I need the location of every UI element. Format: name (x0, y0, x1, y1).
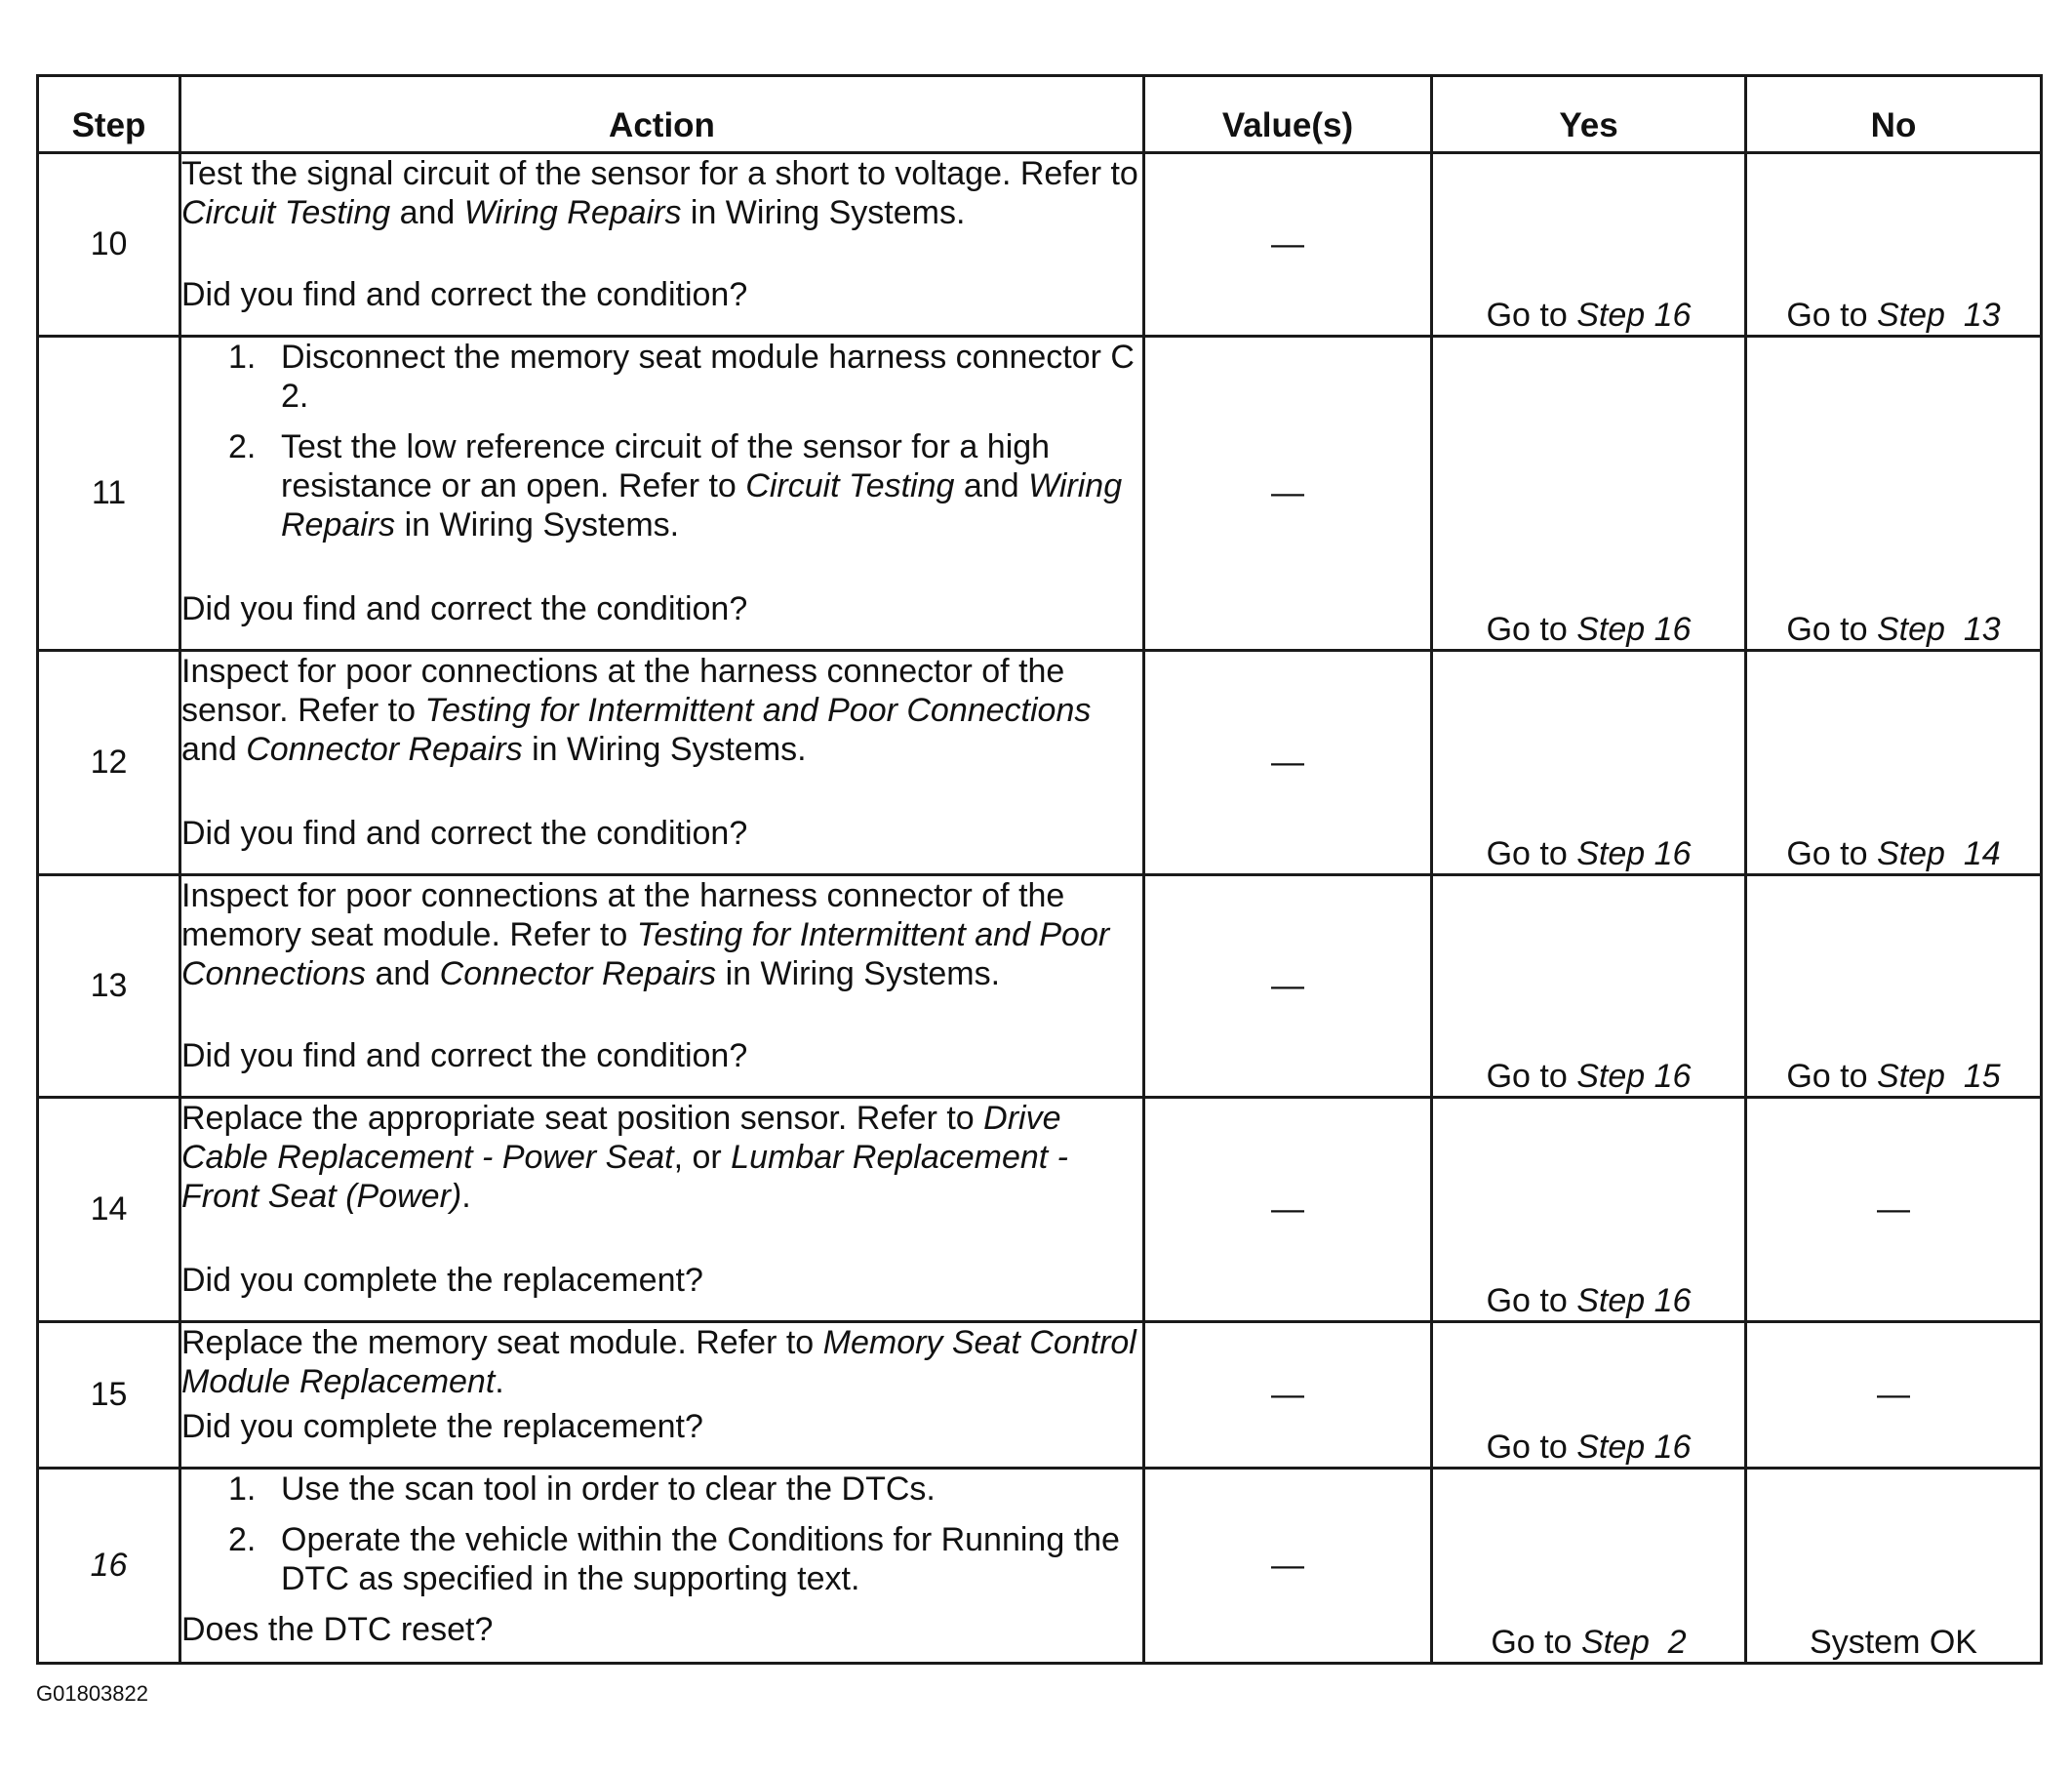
header-action: Action (180, 76, 1144, 153)
goto-prefix: Go to (1486, 297, 1568, 334)
goto-prefix: Go to (1486, 1429, 1568, 1466)
goto-prefix: Go to (1786, 611, 1868, 648)
no-cell (1746, 875, 2042, 1098)
goto-step: Step 16 (1576, 1429, 1692, 1466)
goto-prefix: Go to (1786, 1058, 1868, 1095)
table-row (38, 337, 2042, 651)
action-text: Test the signal circuit of the sensor for a short to voltage. Refer to Circuit Testing and Wiring Repairs in Wiring Systems. (181, 155, 1138, 231)
header-yes: Yes (1432, 76, 1746, 153)
yes-goto (1487, 611, 1692, 648)
action-cell (180, 153, 1144, 337)
action-question: Did you find and correct the condition? (181, 1037, 748, 1074)
step-number: 14 (38, 1098, 180, 1322)
no-cell (1746, 651, 2042, 875)
goto-prefix: Go to (1786, 835, 1868, 872)
goto-step: Step 16 (1576, 1058, 1692, 1095)
yes-cell (1432, 1098, 1746, 1322)
action-question: Did you find and correct the condition? (181, 815, 748, 852)
yes-goto (1487, 1282, 1692, 1319)
table-row (38, 875, 2042, 1098)
yes-goto (1491, 1624, 1686, 1661)
action-steps-list (181, 338, 1142, 544)
action-text: Replace the appropriate seat position sensor. Refer to Drive Cable Replacement - Power Seat, or Lumbar Replacement - Front Seat (Power). (181, 1100, 1068, 1215)
goto-step: Step 13 (1876, 297, 2001, 334)
table-row (38, 1322, 2042, 1469)
goto-step: Step 16 (1576, 297, 1692, 334)
diagnostic-table (36, 74, 2043, 1665)
goto-step: Step 2 (1580, 1624, 1687, 1661)
no-cell (1746, 1098, 2042, 1322)
no-text: — (1877, 1376, 1910, 1413)
value-cell: — (1144, 1098, 1432, 1322)
goto-prefix: Go to (1486, 1282, 1568, 1319)
action-step-item (181, 338, 1142, 416)
goto-step: Step 14 (1876, 835, 2001, 872)
action-cell (180, 337, 1144, 651)
table-row (38, 1098, 2042, 1322)
yes-cell (1432, 875, 1746, 1098)
no-text: — (1877, 1190, 1910, 1228)
action-cell (180, 1322, 1144, 1469)
action-question: Does the DTC reset? (181, 1611, 494, 1648)
action-text: Inspect for poor connections at the harness connector of the memory seat module. Refer to Testing for Intermittent and Poor Connections and Connector Repairs in Wiring Systems. (181, 877, 1110, 992)
value-cell: — (1144, 875, 1432, 1098)
yes-cell (1432, 153, 1746, 337)
no-cell (1746, 1469, 2042, 1664)
value-cell: — (1144, 651, 1432, 875)
action-question: Did you complete the replacement? (181, 1408, 703, 1445)
action-steps-list (181, 1470, 1142, 1598)
header-row (38, 76, 2042, 153)
goto-prefix: Go to (1486, 835, 1568, 872)
table-row (38, 651, 2042, 875)
goto-prefix: Go to (1486, 611, 1568, 648)
value-cell: — (1144, 337, 1432, 651)
goto-prefix: Go to (1491, 1624, 1573, 1661)
action-cell (180, 1469, 1144, 1664)
no-goto (1786, 835, 2000, 872)
action-step-number: 2. (228, 428, 257, 465)
action-question: Did you find and correct the condition? (181, 590, 748, 627)
goto-step: Step 16 (1576, 1282, 1692, 1319)
goto-step: Step 16 (1576, 835, 1692, 872)
yes-goto (1487, 297, 1692, 334)
action-question: Did you find and correct the condition? (181, 276, 748, 313)
no-cell (1746, 337, 2042, 651)
action-step-item (181, 1520, 1142, 1598)
goto-prefix: Go to (1786, 297, 1868, 334)
value-cell: — (1144, 1469, 1432, 1664)
step-number: 13 (38, 875, 180, 1098)
yes-cell (1432, 1322, 1746, 1469)
action-cell (180, 651, 1144, 875)
yes-goto (1487, 1429, 1692, 1466)
yes-cell (1432, 1469, 1746, 1664)
action-step-text: Disconnect the memory seat module harness connector C 2. (281, 339, 1135, 415)
action-step-number: 1. (228, 339, 257, 376)
action-step-item (181, 427, 1142, 544)
action-step-number: 2. (228, 1521, 257, 1558)
header-no: No (1746, 76, 2042, 153)
goto-step: Step 16 (1576, 611, 1692, 648)
table-row (38, 1469, 2042, 1664)
no-goto (1786, 1058, 2000, 1095)
no-text: System OK (1810, 1624, 1977, 1661)
action-step-number: 1. (228, 1470, 257, 1508)
yes-cell (1432, 337, 1746, 651)
action-text: Replace the memory seat module. Refer to Memory Seat Control Module Replacement. (181, 1324, 1136, 1400)
no-goto (1786, 297, 2000, 334)
goto-prefix: Go to (1486, 1058, 1568, 1095)
diagnostic-table-container (36, 74, 2040, 1665)
table-row (38, 153, 2042, 337)
value-cell: — (1144, 1322, 1432, 1469)
action-step-item (181, 1470, 1142, 1509)
step-number: 15 (38, 1322, 180, 1469)
value-cell: — (1144, 153, 1432, 337)
yes-cell (1432, 651, 1746, 875)
step-number: 16 (38, 1469, 180, 1664)
figure-id: G01803822 (36, 1681, 148, 1706)
action-step-text: Test the low reference circuit of the sensor for a high resistance or an open. Refer to Circuit Testing and Wiring Repairs in Wiring Systems. (281, 428, 1123, 544)
no-goto (1786, 611, 2000, 648)
action-cell (180, 875, 1144, 1098)
header-step: Step (38, 76, 180, 153)
yes-goto (1487, 1058, 1692, 1095)
action-cell (180, 1098, 1144, 1322)
no-cell (1746, 153, 2042, 337)
action-step-text: Use the scan tool in order to clear the DTCs. (281, 1470, 936, 1508)
action-step-text: Operate the vehicle within the Conditions for Running the DTC as specified in the supporting text. (281, 1521, 1120, 1597)
header-values: Value(s) (1144, 76, 1432, 153)
action-text: Inspect for poor connections at the harness connector of the sensor. Refer to Testing for Intermittent and Poor Connections and Connector Repairs in Wiring Systems. (181, 653, 1092, 768)
step-number: 11 (38, 337, 180, 651)
step-number: 10 (38, 153, 180, 337)
goto-step: Step 13 (1876, 611, 2001, 648)
no-cell (1746, 1322, 2042, 1469)
goto-step: Step 15 (1876, 1058, 2001, 1095)
step-number: 12 (38, 651, 180, 875)
yes-goto (1487, 835, 1692, 872)
action-question: Did you complete the replacement? (181, 1262, 703, 1299)
